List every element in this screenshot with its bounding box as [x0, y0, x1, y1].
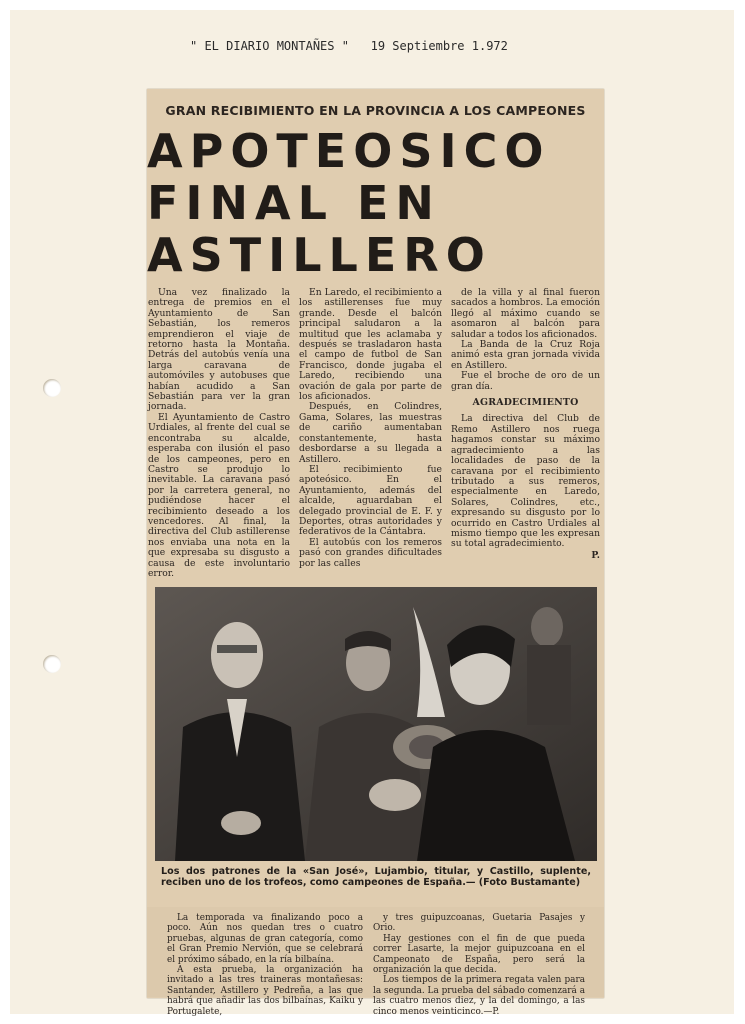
subheading: AGRADECIMIENTO: [472, 397, 579, 409]
headline-line: FINAL EN: [147, 176, 441, 230]
article-column-3: [451, 288, 600, 561]
photo-caption: Los dos patrones de la «San José», Lujambio, titular, y Castillo, suplente, reciben uno de los trofeos, como campeones de España.— (Foto Bustamante): [161, 866, 591, 889]
headline-line: APOTEOSICO: [147, 124, 551, 178]
secondary-column-1: [167, 913, 363, 1017]
paragraph: El Ayuntamiento de Castro Urdiales, al frente del cual se encontraba su alcalde, esperaba con ilusión el paso de los campeones, pero en Castro se produjo lo inevitable. La caravana pasó por la carretera general, no pudiéndose hacer el recibimiento deseado a los vencedores. Al final, la directiva del Club astillerense nos enviaba una nota en la que expresaba su disgusto a causa de este involuntario error.: [148, 411, 290, 579]
photo-illustration: [155, 587, 597, 861]
secondary-article: [147, 907, 604, 1017]
kicker-headline: GRAN RECIBIMIENTO EN LA PROVINCIA A LOS CAMPEONES: [165, 103, 586, 118]
newspaper-clipping: [147, 89, 604, 1017]
paragraph: Una vez finalizado la entrega de premios en el Ayuntamiento de San Sebastián, los remeros emprendieron el viaje de retorno hasta la Montaña. Detrás del autobús venía una larga caravana de automóviles y autobuses que habían acudido a San Sebastián para ver la gran jornada.: [148, 287, 290, 413]
secondary-column-2: [373, 913, 585, 1017]
paragraph: La directiva del Club de Remo Astillero nos ruega hagamos constar su máximo agradecimiento a las localidades de paso de la caravana por el recibimiento tributado a sus remeros, especialmente en Laredo, Solares, Colindres, etc., expresando su disgusto por lo ocurrido en Castro Urdiales al mismo tiempo que les expresan su total agradecimiento.: [451, 413, 600, 550]
paragraph: Los tiempos de la primera regata valen para la segunda. La prueba del sábado comenzará a las cuatro menos diez, y la del domingo, a las cinco menos veinticinco.—P.: [373, 975, 585, 1017]
paragraph: de la villa y al final fueron sacados a hombros. La emoción llegó al máximo cuando se asomaron al balcón para saludar a todos los aficionados.: [451, 287, 600, 340]
paragraph: Fue el broche de oro de un gran día.: [451, 370, 600, 392]
paragraph: A esta prueba, la organización ha invitado a las tres traineras montañesas: Santander, Astillero y Pedreña, a las que habrá que añadir las dos bilbaínas, Kaiku y Portugalete,: [167, 965, 363, 1017]
paragraph: La temporada va finalizando poco a poco. Aún nos quedan tres o cuatro pruebas, algunas de gran categoría, como el Gran Premio Nervión, que se celebrará el próximo sábado, en la ría bilbaína.: [167, 913, 363, 965]
article-column-1: [148, 288, 290, 579]
paragraph: El autobús con los remeros pasó con grandes dificultades por las calles: [299, 536, 442, 569]
paragraph: El recibimiento fue apoteósico. En el Ayuntamiento, además del alcalde, aguardaban el delegado provincial de E. F. y Deportes, otras autoridades y federativos de la Cántabra.: [299, 463, 442, 538]
author-signature: P.: [591, 549, 600, 561]
paragraph: y tres guipuzcoanas, Guetaria Pasajes y Orio.: [373, 913, 585, 934]
article-body: [148, 288, 601, 588]
paragraph: La Banda de la Cruz Roja animó esta gran jornada vivida en Astillero.: [451, 339, 600, 371]
punch-hole: [43, 379, 61, 397]
paragraph: Hay gestiones con el fin de que pueda correr Lasarte, la mejor guipuzcoana en el Campeonato de España, pero será la organización la que decida.: [373, 933, 585, 976]
punch-hole: [43, 655, 61, 673]
article-column-2: [299, 288, 442, 569]
news-photo: [155, 587, 597, 861]
main-headline: [147, 125, 604, 281]
headline-line: ASTILLERO: [147, 228, 492, 282]
paragraph: Después, en Colindres, Gama, Solares, las muestras de cariño aumentaban constantemente, hasta desbordarse a su llegada a Astillero.: [299, 401, 442, 465]
typed-source-header: " EL DIARIO MONTAÑES " 19 Septiembre 1.972: [190, 39, 508, 53]
paragraph: En Laredo, el recibimiento a los astillerenses fue muy grande. Desde el balcón principal saludaron a la multitud que les aclamaba y después se trasladaron hasta el campo de futbol de San Francisco, donde jugaba el Laredo, recibiendo una ovación de gala por parte de los aficionados.: [299, 287, 442, 403]
